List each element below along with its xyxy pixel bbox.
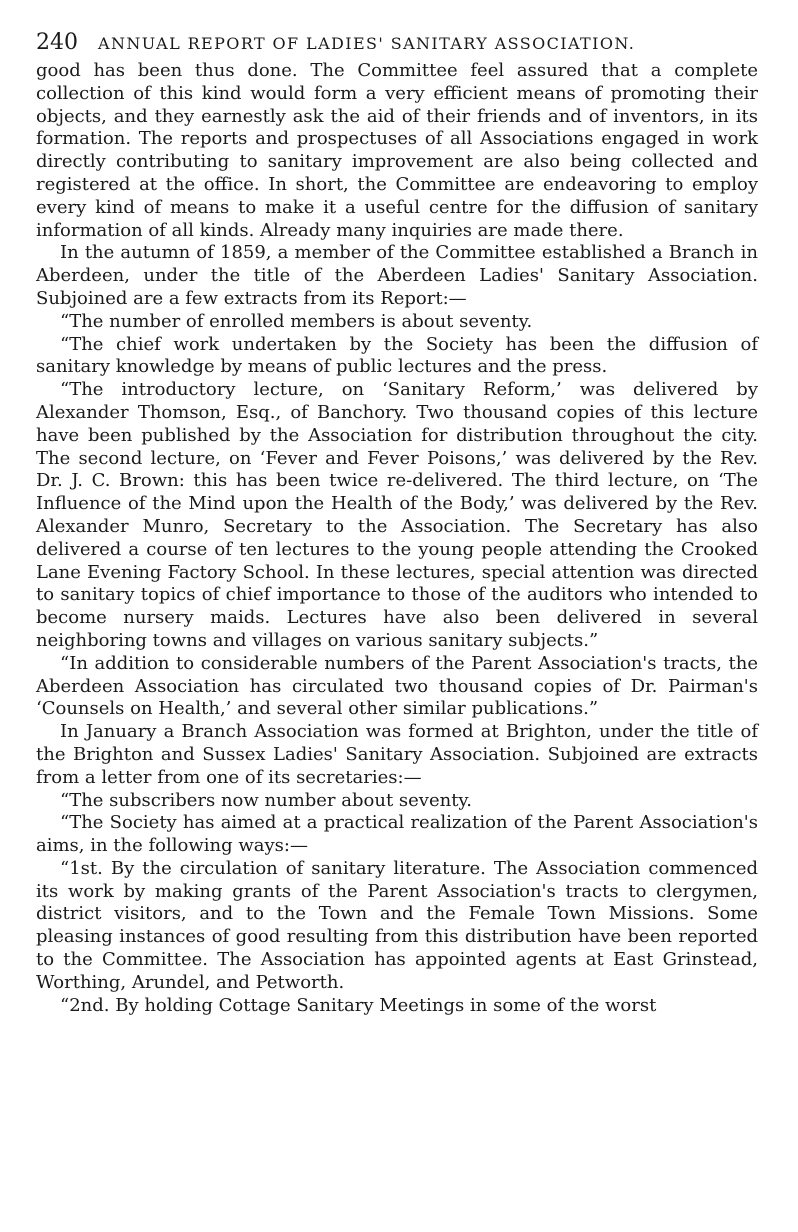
running-title: ANNUAL REPORT OF LADIES' SANITARY ASSOCIATION. bbox=[98, 34, 636, 53]
page-header bbox=[36, 30, 758, 56]
paragraph: “The subscribers now number about seventy. bbox=[60, 789, 472, 811]
paragraph: “In addition to considerable numbers of the Parent Association's tracts, the Aberdeen Association has circulated two thousand copies of Dr. Pairman's ‘Counsels on Health,’ and several other similar publications.” bbox=[36, 652, 758, 720]
paragraph: “1st. By the circulation of sanitary literature. The Association commenced its work by making grants of the Parent Association's tracts to clergymen, district visitors, and to the Town and the Female Town Missions. Some pleasing instances of good resulting from this distribution have been reported to the Committee. The Association has appointed agents at East Grinstead, Worthing, Arundel, and Petworth. bbox=[36, 857, 758, 993]
paragraph: In the autumn of 1859, a member of the Committee established a Branch in Aberdeen, under the title of the Aberdeen Ladies' Sanitary Association. Subjoined are a few extracts from its Report:— bbox=[36, 242, 758, 309]
body-text bbox=[36, 60, 758, 1017]
page-number: 240 bbox=[36, 30, 78, 55]
paragraph: “The introductory lecture, on ‘Sanitary Reform,’ was delivered by Alexander Thomson, Esq., of Banchory. Two thousand copies of this lecture have been published by the Association for distribution throughout the city. The second lecture, on ‘Fever and Fever Poisons,’ was delivered by the Rev. Dr. J. C. Brown: this has been twice re-delivered. The third lecture, on ‘The Influence of the Mind upon the Health of the Body,’ was delivered by the Rev. Alexander Munro, Secretary to the Association. The Secretary has also delivered a course of ten lectures to the young people attending the Crooked Lane Evening Factory School. In these lectures, special attention was directed to sanitary topics of chief importance to those of the auditors who intended to become nursery maids. Lectures have also been delivered in several neighboring towns and villages on various sanitary subjects.” bbox=[36, 379, 758, 651]
paragraph: good has been thus done. The Committee feel assured that a complete collection of this kind would form a very efficient means of promoting their objects, and they earnestly ask the aid of their friends and of inventors, in its formation. The reports and prospectuses of all Associations engaged in work directly contributing to sanitary improvement are also being collected and registered at the office. In short, the Committee are endeavoring to employ every kind of means to make it a useful centre for the diffusion of sanitary information of all kinds. Already many inquiries are made there. bbox=[36, 60, 758, 241]
paragraph: “2nd. By holding Cottage Sanitary Meetings in some of the worst bbox=[60, 994, 657, 1016]
paragraph: “The number of enrolled members is about seventy. bbox=[60, 310, 533, 332]
paragraph: “The chief work undertaken by the Society has been the diffusion of sanitary knowledge by means of public lectures and the press. bbox=[36, 333, 758, 378]
paragraph: In January a Branch Association was formed at Brighton, under the title of the Brighton and Sussex Ladies' Sanitary Association. Subjoined are extracts from a letter from one of its secretaries:— bbox=[36, 721, 758, 788]
paragraph: “The Society has aimed at a practical realization of the Parent Association's aims, in the following ways:— bbox=[36, 812, 758, 857]
